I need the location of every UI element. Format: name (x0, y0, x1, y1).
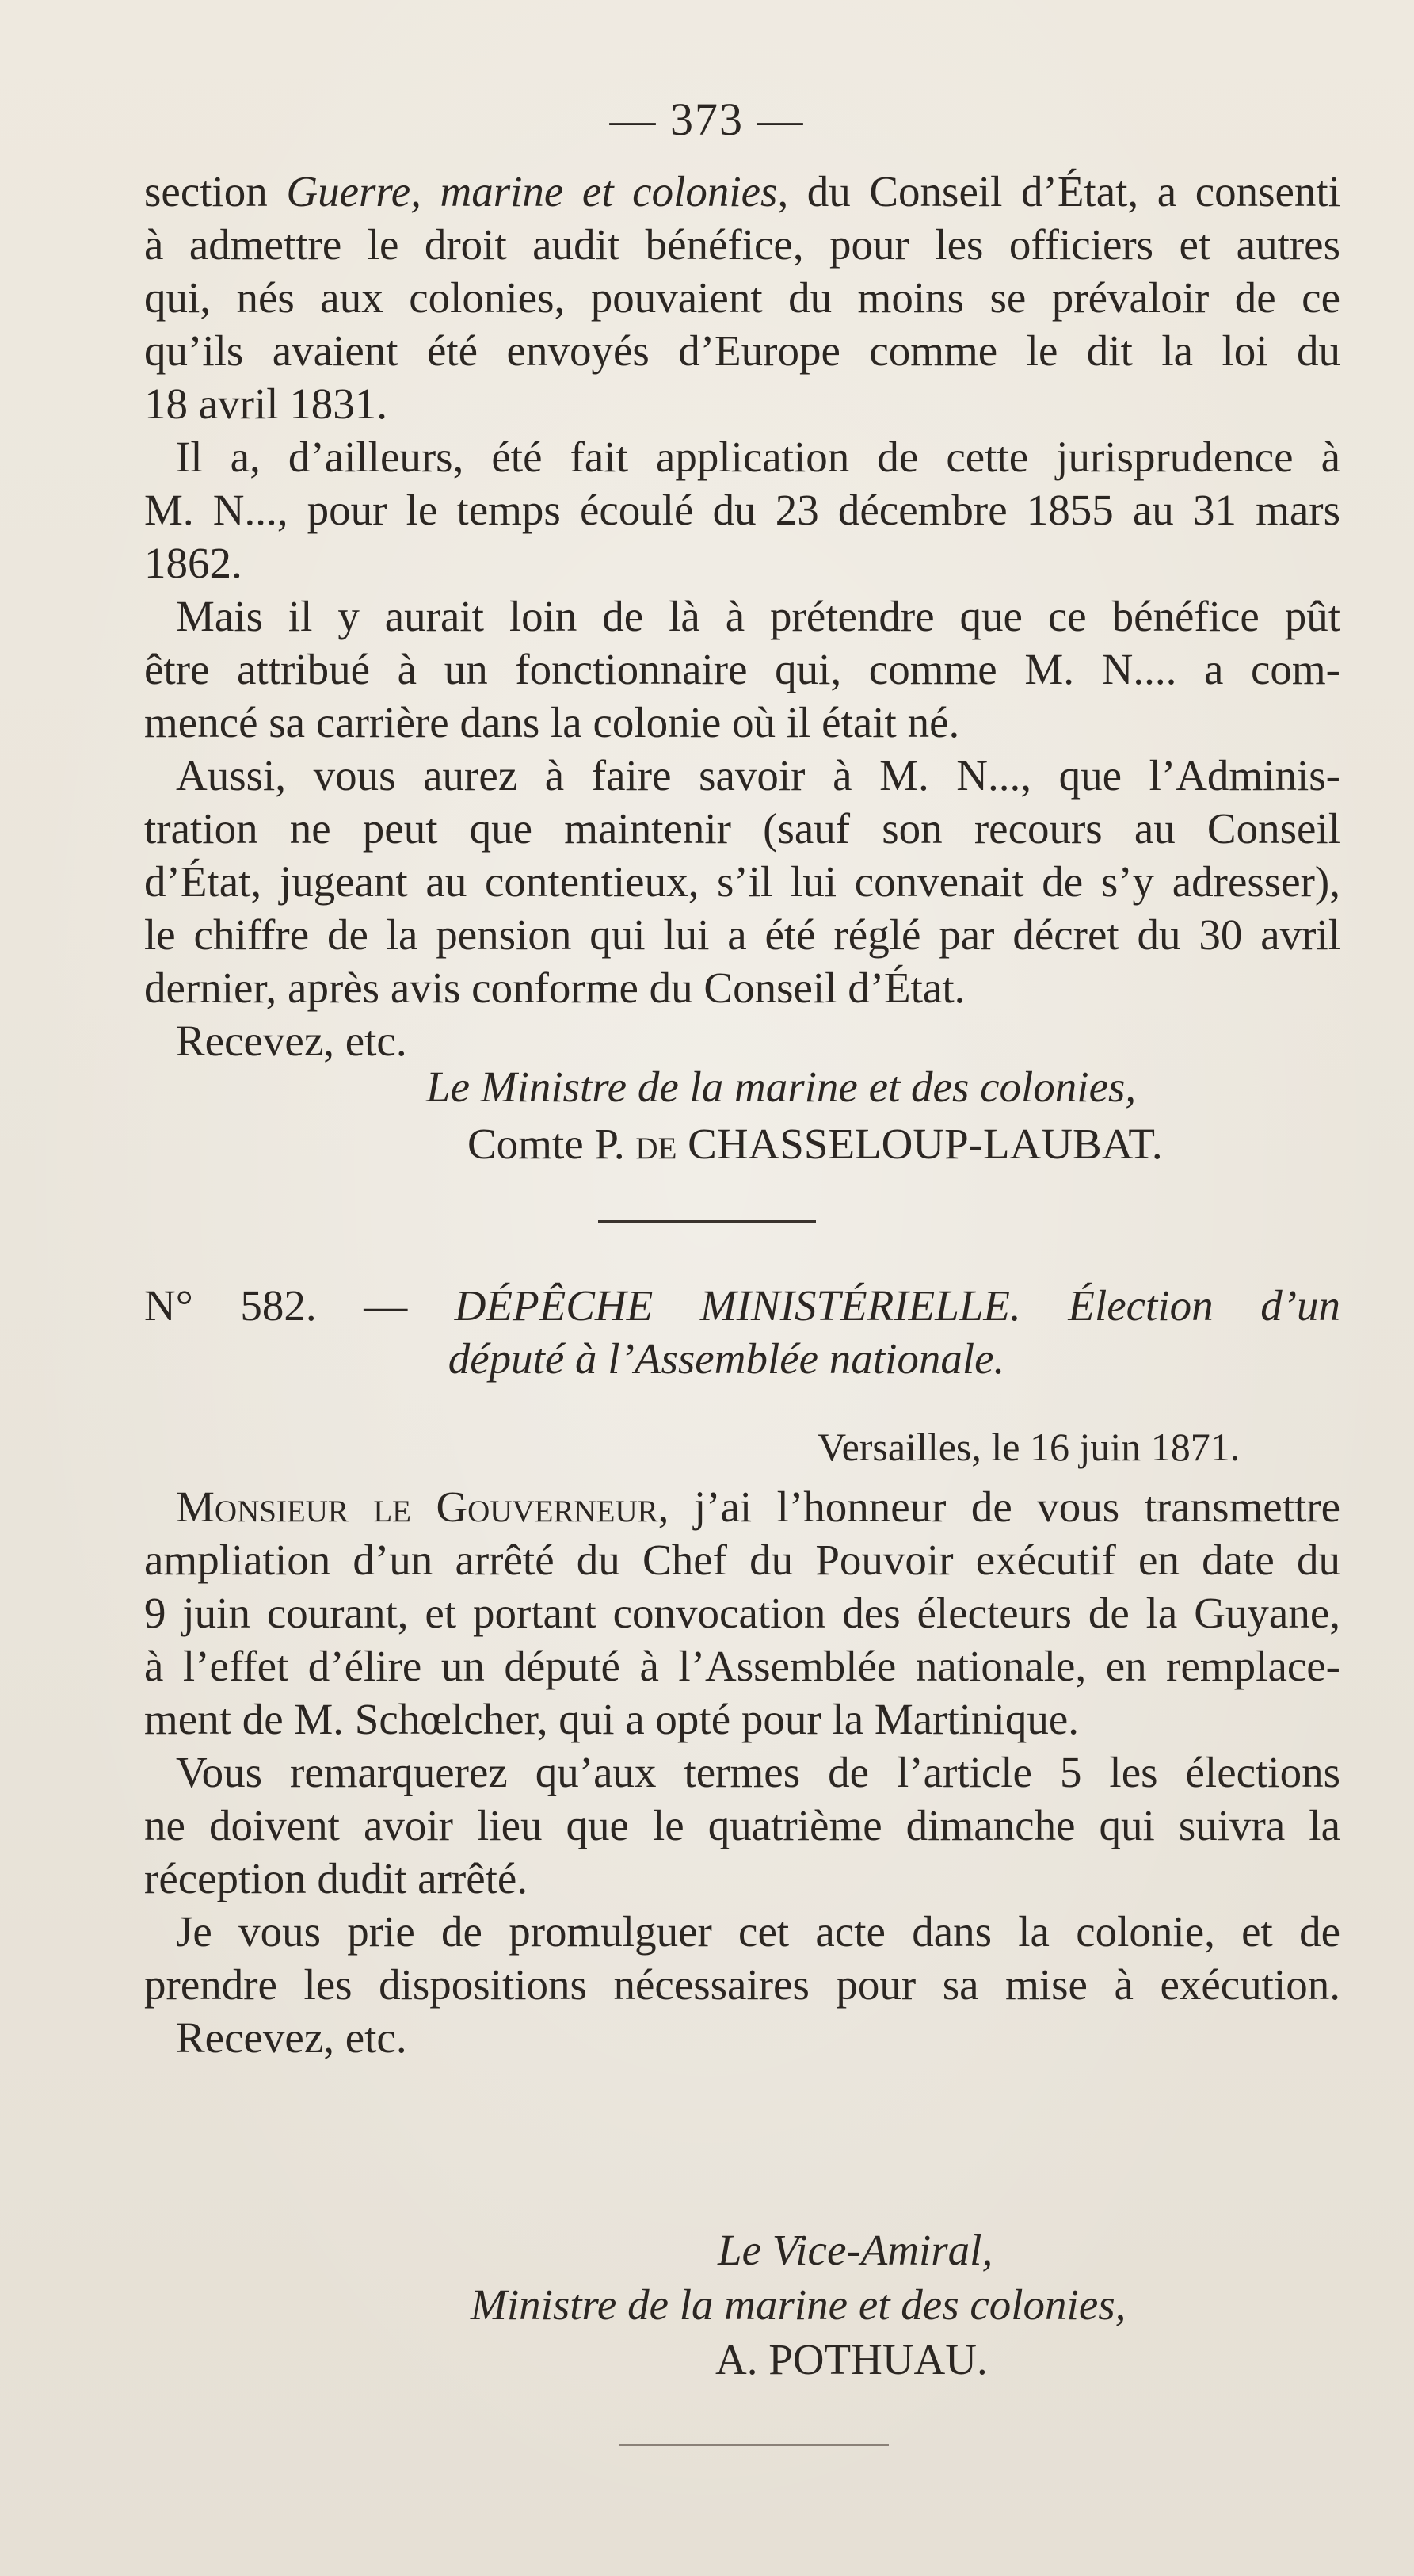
letter-continuation (144, 165, 1340, 1067)
signature-title (426, 1060, 1136, 1113)
dispatch-heading-line (144, 1279, 1340, 1332)
section-divider (598, 1220, 816, 1223)
text-line: prendre les dispositions nécessaires pour sa mise à exécution. (144, 1960, 1340, 2009)
signature-title-text: Ministre de la marine et des colonies, (471, 2280, 1126, 2329)
text-line: 9 juin courant, et portant convocation des électeurs de la Guyane, (144, 1589, 1340, 1637)
salutation: Monsieur le Gouverneur, (176, 1483, 669, 1531)
signature-title (471, 2278, 1126, 2331)
closing-divider (619, 2444, 889, 2446)
dateline: Versailles, le 16 juin 1871. (818, 1425, 1241, 1469)
text-line: d’État, jugeant au contentieux, s’il lui convenait de s’y adresser), (144, 857, 1340, 906)
text-line: tration ne peut que maintenir (sauf son recours au Conseil (144, 804, 1340, 853)
text-line (144, 165, 1340, 218)
dispatch-subject-continued: député à l’Assemblée nationale. (448, 1334, 1005, 1383)
closing-formula: Recevez, etc. (176, 1017, 407, 1065)
signature-rank (718, 2223, 993, 2276)
signature-name: A. POTHUAU. (715, 2335, 988, 2383)
text-fragment: j’ai l’honneur de vous transmettre (669, 1483, 1340, 1531)
text-line: Vous remarquerez qu’aux termes de l’article 5 les élections (176, 1748, 1340, 1796)
text-line: ampliation d’un arrêté du Chef du Pouvoir exécutif en date du (144, 1536, 1340, 1584)
text-line: dernier, après avis conforme du Conseil d’État. (144, 964, 966, 1012)
dispatch-type: DÉPÊCHE MINISTÉRIELLE. (454, 1281, 1021, 1330)
text-line: ne doivent avoir lieu que le quatrième dimanche qui suivra la (144, 1801, 1340, 1849)
text-line: mencé sa carrière dans la colonie où il était né. (144, 698, 960, 746)
dispatch-body (144, 1480, 1340, 2064)
dispatch-heading (144, 1279, 1340, 1385)
italic-fragment: Guerre, marine et colonies (286, 167, 778, 216)
text-line: Aussi, vous aurez à faire savoir à M. N..., que l’Adminis- (176, 751, 1340, 800)
closing-formula: Recevez, etc. (176, 2013, 407, 2062)
signature-rank-text: Le Vice-Amiral, (718, 2226, 993, 2274)
signature-name (467, 1117, 1163, 1170)
text-fragment: , du Conseil d’État, a consenti (777, 167, 1340, 216)
text-line: Mais il y aurait loin de là à prétendre que ce bénéfice pût (176, 592, 1340, 640)
text-line: qu’ils avaient été envoyés d’Europe comme le dit la loi du (144, 326, 1340, 375)
signature-title-text: Le Ministre de la marine et des colonies, (426, 1063, 1137, 1111)
text-line: 18 avril 1831. (144, 380, 388, 428)
text-line: réception dudit arrêté. (144, 1854, 528, 1902)
signature-surname: CHASSELOUP-LAUBAT. (677, 1120, 1163, 1168)
dispatch-number: N° 582. (144, 1281, 317, 1330)
text-fragment: section (144, 167, 287, 216)
text-line: être attribué à un fonctionnaire qui, comme M. N.... a com- (144, 645, 1340, 693)
text-line: à admettre le droit audit bénéfice, pour les officiers et autres (144, 220, 1340, 269)
text-line: qui, nés aux colonies, pouvaient du moins se prévaloir de ce (144, 273, 1340, 322)
text-line: M. N..., pour le temps écoulé du 23 décembre 1855 au 31 mars (144, 486, 1340, 534)
text-line: Je vous prie de promulguer cet acte dans la colonie, et de (176, 1907, 1340, 1956)
text-line: le chiffre de la pension qui lui a été réglé par décret du 30 avril (144, 910, 1340, 959)
dispatch-dash: — (364, 1281, 408, 1330)
dispatch-subject: Élection d’un (1068, 1281, 1341, 1330)
signature-particle: de (635, 1120, 677, 1168)
page-number: — 373 — (609, 93, 805, 145)
text-line: 1862. (144, 539, 242, 587)
text-line: Il a, d’ailleurs, été fait application de cette jurisprudence à (176, 433, 1340, 481)
text-line: ment de M. Schœlcher, qui a opté pour la Martinique. (144, 1695, 1080, 1743)
text-line: à l’effet d’élire un député à l’Assemblée nationale, en remplace- (144, 1642, 1340, 1690)
signature-prefix: Comte P. (467, 1120, 636, 1168)
text-line (144, 1480, 1340, 1533)
